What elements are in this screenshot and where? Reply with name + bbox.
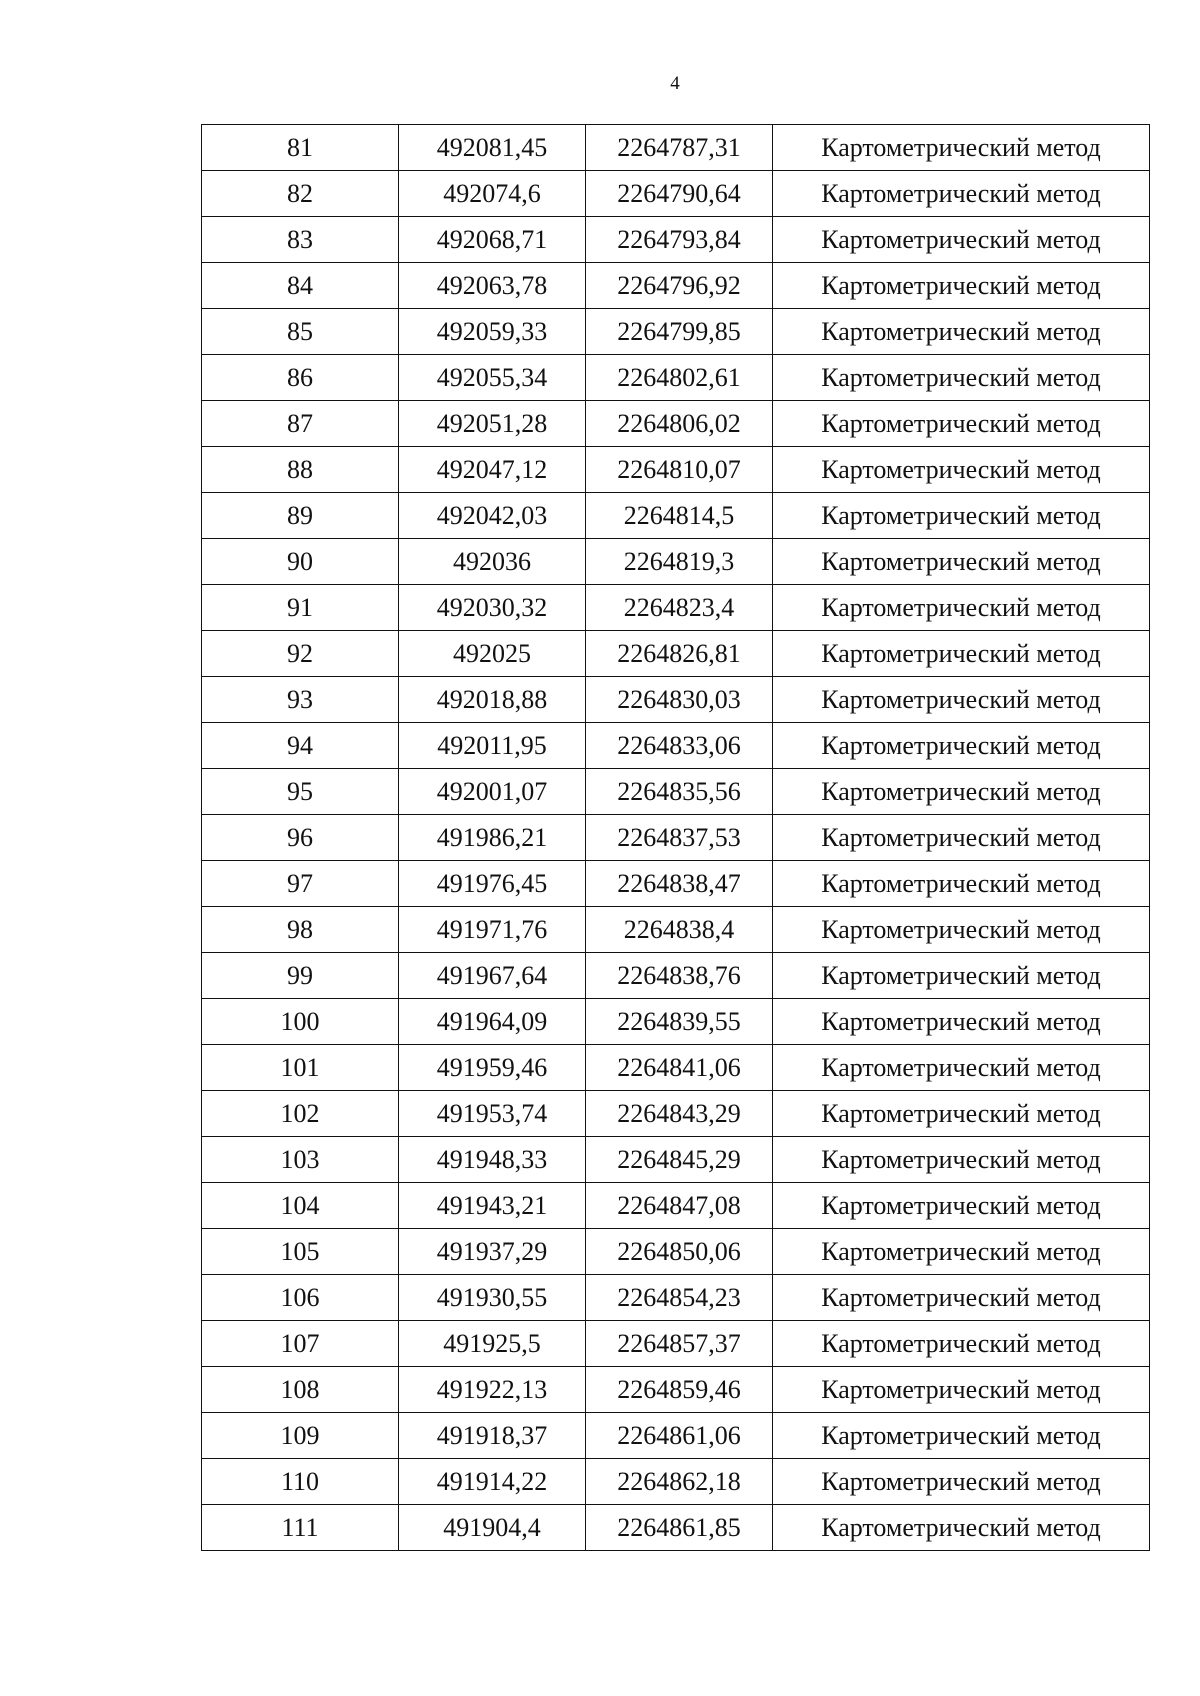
point-number-cell: 86: [202, 355, 399, 401]
y-coordinate-cell: 2264838,47: [586, 861, 773, 907]
x-coordinate-cell: 491959,46: [399, 1045, 586, 1091]
x-coordinate-cell: 492047,12: [399, 447, 586, 493]
point-number-cell: 91: [202, 585, 399, 631]
point-number-cell: 101: [202, 1045, 399, 1091]
y-coordinate-cell: 2264810,07: [586, 447, 773, 493]
x-coordinate-cell: 491971,76: [399, 907, 586, 953]
table-row: [202, 309, 1150, 355]
method-cell: Картометрический метод: [773, 447, 1150, 493]
x-coordinate-cell: 492068,71: [399, 217, 586, 263]
y-coordinate-cell: 2264839,55: [586, 999, 773, 1045]
y-coordinate-cell: 2264835,56: [586, 769, 773, 815]
table-row: [202, 401, 1150, 447]
method-cell: Картометрический метод: [773, 1505, 1150, 1551]
y-coordinate-cell: 2264845,29: [586, 1137, 773, 1183]
table-row: [202, 1505, 1150, 1551]
table-row: [202, 1229, 1150, 1275]
point-number-cell: 107: [202, 1321, 399, 1367]
x-coordinate-cell: 491948,33: [399, 1137, 586, 1183]
point-number-cell: 93: [202, 677, 399, 723]
x-coordinate-cell: 492055,34: [399, 355, 586, 401]
method-cell: Картометрический метод: [773, 1091, 1150, 1137]
point-number-cell: 81: [202, 125, 399, 171]
table-row: [202, 1275, 1150, 1321]
point-number-cell: 90: [202, 539, 399, 585]
method-cell: Картометрический метод: [773, 217, 1150, 263]
point-number-cell: 96: [202, 815, 399, 861]
point-number-cell: 94: [202, 723, 399, 769]
table-row: [202, 217, 1150, 263]
point-number-cell: 109: [202, 1413, 399, 1459]
y-coordinate-cell: 2264790,64: [586, 171, 773, 217]
table-row: [202, 1367, 1150, 1413]
x-coordinate-cell: 492074,6: [399, 171, 586, 217]
y-coordinate-cell: 2264787,31: [586, 125, 773, 171]
point-number-cell: 103: [202, 1137, 399, 1183]
table-row: [202, 493, 1150, 539]
method-cell: Картометрический метод: [773, 1275, 1150, 1321]
table-row: [202, 1137, 1150, 1183]
x-coordinate-cell: 491953,74: [399, 1091, 586, 1137]
x-coordinate-cell: 492018,88: [399, 677, 586, 723]
method-cell: Картометрический метод: [773, 1183, 1150, 1229]
y-coordinate-cell: 2264861,85: [586, 1505, 773, 1551]
table-row: [202, 171, 1150, 217]
table-row: [202, 1091, 1150, 1137]
coordinates-table: [201, 124, 1150, 1551]
point-number-cell: 83: [202, 217, 399, 263]
method-cell: Картометрический метод: [773, 171, 1150, 217]
table-row: [202, 815, 1150, 861]
method-cell: Картометрический метод: [773, 1413, 1150, 1459]
x-coordinate-cell: 491943,21: [399, 1183, 586, 1229]
y-coordinate-cell: 2264862,18: [586, 1459, 773, 1505]
point-number-cell: 89: [202, 493, 399, 539]
table-row: [202, 1045, 1150, 1091]
y-coordinate-cell: 2264823,4: [586, 585, 773, 631]
table-row: [202, 539, 1150, 585]
y-coordinate-cell: 2264857,37: [586, 1321, 773, 1367]
table-row: [202, 861, 1150, 907]
table-row: [202, 447, 1150, 493]
method-cell: Картометрический метод: [773, 769, 1150, 815]
y-coordinate-cell: 2264854,23: [586, 1275, 773, 1321]
method-cell: Картометрический метод: [773, 401, 1150, 447]
method-cell: Картометрический метод: [773, 1367, 1150, 1413]
method-cell: Картометрический метод: [773, 125, 1150, 171]
table-row: [202, 1183, 1150, 1229]
x-coordinate-cell: 492081,45: [399, 125, 586, 171]
x-coordinate-cell: 492051,28: [399, 401, 586, 447]
y-coordinate-cell: 2264793,84: [586, 217, 773, 263]
point-number-cell: 82: [202, 171, 399, 217]
table-row: [202, 263, 1150, 309]
method-cell: Картометрический метод: [773, 999, 1150, 1045]
y-coordinate-cell: 2264838,76: [586, 953, 773, 999]
coordinates-table-body: [202, 125, 1150, 1551]
x-coordinate-cell: 491930,55: [399, 1275, 586, 1321]
y-coordinate-cell: 2264799,85: [586, 309, 773, 355]
y-coordinate-cell: 2264859,46: [586, 1367, 773, 1413]
y-coordinate-cell: 2264843,29: [586, 1091, 773, 1137]
y-coordinate-cell: 2264830,03: [586, 677, 773, 723]
method-cell: Картометрический метод: [773, 861, 1150, 907]
table-row: [202, 585, 1150, 631]
method-cell: Картометрический метод: [773, 585, 1150, 631]
method-cell: Картометрический метод: [773, 907, 1150, 953]
method-cell: Картометрический метод: [773, 815, 1150, 861]
y-coordinate-cell: 2264850,06: [586, 1229, 773, 1275]
point-number-cell: 95: [202, 769, 399, 815]
x-coordinate-cell: 491964,09: [399, 999, 586, 1045]
method-cell: Картометрический метод: [773, 355, 1150, 401]
point-number-cell: 98: [202, 907, 399, 953]
y-coordinate-cell: 2264833,06: [586, 723, 773, 769]
point-number-cell: 87: [202, 401, 399, 447]
x-coordinate-cell: 492001,07: [399, 769, 586, 815]
table-row: [202, 1413, 1150, 1459]
y-coordinate-cell: 2264796,92: [586, 263, 773, 309]
x-coordinate-cell: 492063,78: [399, 263, 586, 309]
x-coordinate-cell: 491986,21: [399, 815, 586, 861]
x-coordinate-cell: 492025: [399, 631, 586, 677]
x-coordinate-cell: 492030,32: [399, 585, 586, 631]
method-cell: Картометрический метод: [773, 493, 1150, 539]
x-coordinate-cell: 491976,45: [399, 861, 586, 907]
method-cell: Картометрический метод: [773, 309, 1150, 355]
table-row: [202, 953, 1150, 999]
method-cell: Картометрический метод: [773, 1137, 1150, 1183]
point-number-cell: 97: [202, 861, 399, 907]
x-coordinate-cell: 492011,95: [399, 723, 586, 769]
point-number-cell: 110: [202, 1459, 399, 1505]
method-cell: Картометрический метод: [773, 631, 1150, 677]
method-cell: Картометрический метод: [773, 723, 1150, 769]
x-coordinate-cell: 491914,22: [399, 1459, 586, 1505]
table-row: [202, 631, 1150, 677]
x-coordinate-cell: 492042,03: [399, 493, 586, 539]
method-cell: Картометрический метод: [773, 263, 1150, 309]
point-number-cell: 105: [202, 1229, 399, 1275]
point-number-cell: 100: [202, 999, 399, 1045]
table-row: [202, 355, 1150, 401]
y-coordinate-cell: 2264802,61: [586, 355, 773, 401]
x-coordinate-cell: 491904,4: [399, 1505, 586, 1551]
page-number: 4: [670, 73, 680, 94]
y-coordinate-cell: 2264819,3: [586, 539, 773, 585]
x-coordinate-cell: 491937,29: [399, 1229, 586, 1275]
x-coordinate-cell: 491922,13: [399, 1367, 586, 1413]
table-row: [202, 999, 1150, 1045]
point-number-cell: 99: [202, 953, 399, 999]
table-row: [202, 125, 1150, 171]
method-cell: Картометрический метод: [773, 539, 1150, 585]
x-coordinate-cell: 491925,5: [399, 1321, 586, 1367]
x-coordinate-cell: 492059,33: [399, 309, 586, 355]
table-row: [202, 1459, 1150, 1505]
table-row: [202, 677, 1150, 723]
table-row: [202, 907, 1150, 953]
y-coordinate-cell: 2264814,5: [586, 493, 773, 539]
point-number-cell: 102: [202, 1091, 399, 1137]
x-coordinate-cell: 492036: [399, 539, 586, 585]
y-coordinate-cell: 2264837,53: [586, 815, 773, 861]
x-coordinate-cell: 491918,37: [399, 1413, 586, 1459]
table-row: [202, 723, 1150, 769]
y-coordinate-cell: 2264838,4: [586, 907, 773, 953]
table-row: [202, 769, 1150, 815]
method-cell: Картометрический метод: [773, 1045, 1150, 1091]
table-row: [202, 1321, 1150, 1367]
point-number-cell: 111: [202, 1505, 399, 1551]
method-cell: Картометрический метод: [773, 1321, 1150, 1367]
point-number-cell: 85: [202, 309, 399, 355]
point-number-cell: 108: [202, 1367, 399, 1413]
y-coordinate-cell: 2264861,06: [586, 1413, 773, 1459]
x-coordinate-cell: 491967,64: [399, 953, 586, 999]
y-coordinate-cell: 2264847,08: [586, 1183, 773, 1229]
method-cell: Картометрический метод: [773, 1229, 1150, 1275]
y-coordinate-cell: 2264826,81: [586, 631, 773, 677]
point-number-cell: 92: [202, 631, 399, 677]
method-cell: Картометрический метод: [773, 677, 1150, 723]
method-cell: Картометрический метод: [773, 1459, 1150, 1505]
y-coordinate-cell: 2264841,06: [586, 1045, 773, 1091]
point-number-cell: 84: [202, 263, 399, 309]
point-number-cell: 88: [202, 447, 399, 493]
method-cell: Картометрический метод: [773, 953, 1150, 999]
point-number-cell: 106: [202, 1275, 399, 1321]
point-number-cell: 104: [202, 1183, 399, 1229]
y-coordinate-cell: 2264806,02: [586, 401, 773, 447]
